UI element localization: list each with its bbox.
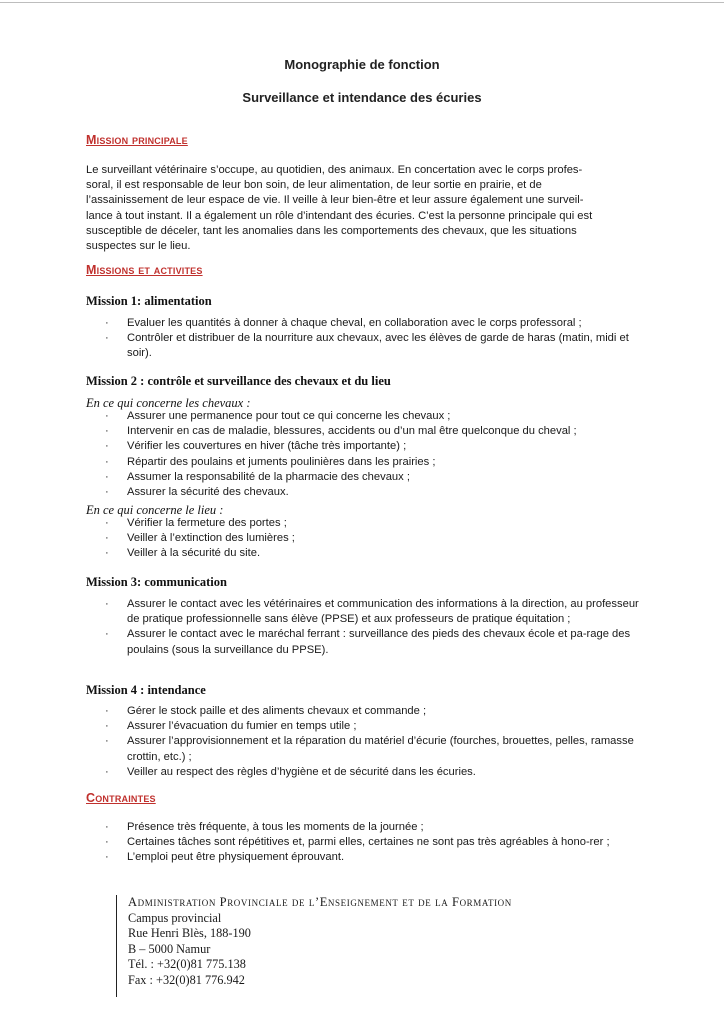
list-item: · Assurer la sécurité des chevaux. [102,485,642,500]
mission-4-title: Mission 4 : intendance [86,683,206,697]
bullet: · [105,851,109,864]
list-item: · Intervenir en cas de maladie, blessures, accidents ou d’un mal être quelconque du cheval ; [102,424,642,439]
bullet: · [105,735,109,748]
paragraph-line: susceptible de déceler, tant les anomalies dans les comportements des chevaux, que les situations [86,224,577,237]
bullet: · [105,455,109,468]
list-item: · Veiller à l’extinction des lumières ; [102,531,642,546]
list-item: · L’emploi peut être physiquement éprouvant. [102,850,642,865]
list-item: · Gérer le stock paille et des aliments chevaux et commande ; [102,704,642,719]
contraintes-list [102,820,642,866]
bullet: · [105,598,109,610]
list-item: · Présence très fréquente, à tous les moments de la journée ; [102,820,642,835]
list-item: · Assurer le contact avec les vétérinaires et communication des informations à la direction, au professeur de pratique professionnelle sans élève (PPSE) et aux professeurs de pratique équitation ; [105,598,639,626]
list-item: · Certaines tâches sont répétitives et, parmi elles, certaines ne sont pas très agréables à hono-rer ; [102,835,642,850]
list-item: · Contrôler et distribuer de la nourriture aux chevaux, avec les élèves de garde de haras (matin, midi et soir). [105,332,629,360]
mission-2-subtitle-chevaux: En ce qui concerne les chevaux : [86,396,251,410]
list-item: · Veiller au respect des règles d’hygiène et de sécurité dans les écuries. [102,765,642,780]
bullet: · [105,765,109,778]
list-item: · Evaluer les quantités à donner à chaque cheval, en collaboration avec le corps professoral ; [102,316,642,331]
organization-name: Administration Provinciale de l’Enseignement et de la Formation [128,895,512,909]
list-item: · Veiller à la sécurité du site. [102,546,642,561]
heading-contraintes: Contraintes [86,791,156,805]
address-block [116,895,668,997]
bullet: · [105,836,109,849]
address-fax: Fax : +32(0)81 776.942 [128,972,245,987]
bullet: · [105,517,109,529]
paragraph-line: lance à tout instant. Il a également un rôle d’intendant des écuries. C’est la personne principale qui est [86,209,593,222]
mission-2-subtitle-lieu: En ce qui concerne le lieu : [86,503,224,517]
list-item: · Assurer le contact avec le maréchal ferrant : surveillance des pieds des chevaux école et pa-rage des poulains (sous la surveillance du PPSE). [105,628,631,656]
bullet: · [105,425,109,438]
document-title: Monographie de fonction [284,57,440,72]
top-border-line [0,2,724,3]
mission-3-list [102,597,642,658]
bullet: · [105,705,109,717]
bullet: · [105,470,109,483]
list-item: · Assurer l’évacuation du fumier en temps utile ; [102,719,642,734]
document-subtitle: Surveillance et intendance des écuries [242,90,482,105]
list-item: · Vérifier les couvertures en hiver (tâche très importante) ; [102,439,642,454]
address-line-campus: Campus provincial [128,910,222,925]
heading-mission-principale: Mission principale [86,133,188,147]
paragraph-line: soral, il est responsable de leur bon soin, de leur alimentation, de leur sortie en prairie, et de [86,179,542,192]
paragraph-line: l’assainissement de leur espace de vie. Il veille à leur bien-être et leur assure également une surveil- [86,194,584,207]
mission-2-list-lieu [102,516,642,562]
paragraph-line: suspectes sur le lieu. [86,240,191,253]
bullet: · [105,821,109,833]
bullet: · [105,547,109,560]
bullet: · [105,720,109,733]
list-item: · Assurer l’approvisionnement et la réparation du matériel d’écurie (fourches, brouettes, pelles, ramasse crottin, etc.) ; [105,735,634,763]
bullet: · [105,628,109,641]
address-line-street: Rue Henri Blès, 188-190 [128,926,251,941]
list-item: · Vérifier la fermeture des portes ; [102,516,642,531]
list-item: · Assumer la responsabilité de la pharmacie des chevaux ; [102,470,642,485]
bullet: · [105,486,109,499]
address-phone: Tél. : +32(0)81 775.138 [128,957,246,972]
mission-2-title: Mission 2 : contrôle et surveillance des chevaux et du lieu [86,374,391,388]
mission-2-list-chevaux [102,409,642,500]
bullet: · [105,317,109,329]
bullet: · [105,332,109,345]
list-item: · Assurer une permanence pour tout ce qui concerne les chevaux ; [102,409,642,424]
bullet: · [105,410,109,422]
mission-1-title: Mission 1: alimentation [86,294,212,308]
mission-4-list [102,704,642,780]
address-line-city: B – 5000 Namur [128,941,211,956]
mission-principale-paragraph [86,163,646,254]
list-item: · Répartir des poulains et juments poulinières dans les prairies ; [102,455,642,470]
bullet: · [105,532,109,545]
paragraph-line: Le surveillant vétérinaire s’occupe, au quotidien, des animaux. En concertation avec le corps profes- [86,164,583,176]
bullet: · [105,440,109,453]
mission-1-list [102,316,642,362]
mission-3-title: Mission 3: communication [86,575,227,589]
heading-missions-activites: Missions et activites [86,263,203,277]
